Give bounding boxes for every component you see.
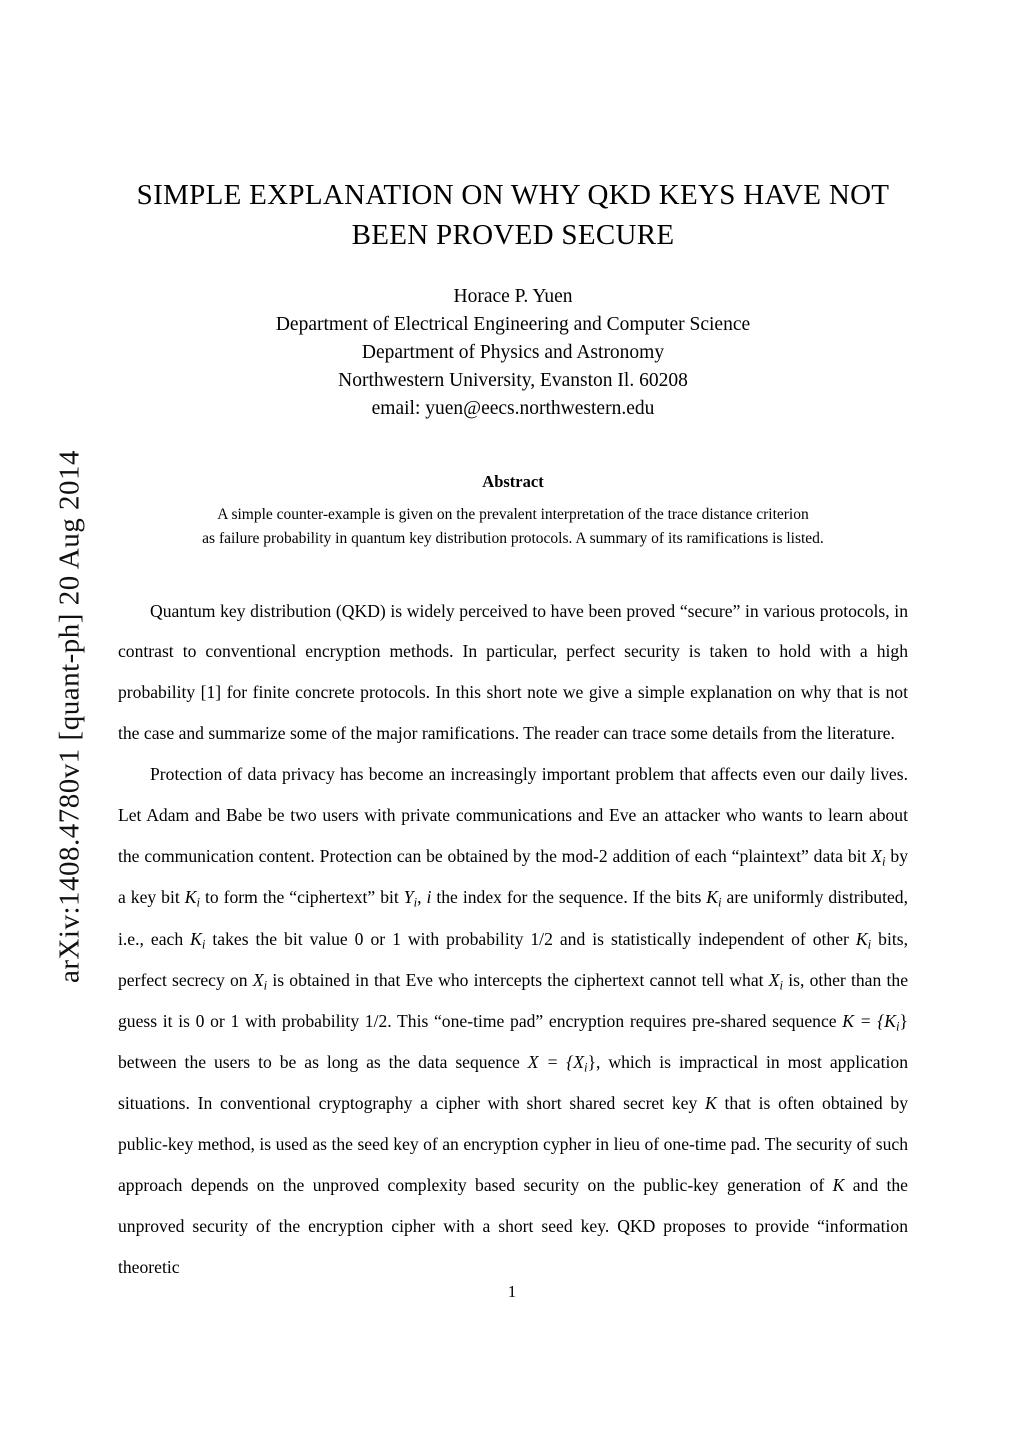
math-symbol: K [705,1092,717,1113]
abstract-line-1: A simple counter-example is given on the prevalent interpretation of the trace distance criterion [217,506,809,524]
math-symbol: K = {K [842,1010,897,1031]
author-block [118,283,908,422]
text-run: is, other than the guess it is 0 or 1 with probability 1/2. This “one-time pad” encryption requires pre-shared sequence [118,969,909,1031]
math-symbol: K [190,928,202,949]
text-run: to form the “ciphertext” bit [200,887,404,908]
text-run: } between the users to be as long as the data sequence [118,1010,908,1072]
author-affiliation: Northwestern University, Evanston Il. 60208 [338,369,688,391]
math-symbol: i [426,887,432,908]
math-symbol: K [706,887,719,908]
math-symbol: X [252,969,264,990]
math-subscript: i [584,1060,588,1075]
math-subscript: i [201,937,206,952]
text-run: takes the bit value 0 or 1 with probability 1/2 and is statistically independent of other [205,928,856,949]
math-subscript: i [882,854,886,869]
math-symbol: K [855,928,868,949]
math-symbol: X = {X [527,1051,585,1072]
title-line-2: BEEN PROVED SECURE [351,219,675,252]
text-run: }, which is impractical in most application situations. In conventional cryptography a cipher with short shared secret key [118,1051,908,1113]
text-run: that is often obtained by public-key method, is used as the seed key of an encryption cypher in lieu of one-time pad. The security of such approach depends on the unproved complexity based security on the public-key generation of [118,1092,908,1195]
paragraph-1: Quantum key distribution (QKD) is widely perceived to have been proved “secure” in various protocols, in contrast to conventional encryption methods. In particular, perfect security is taken to hold with a high probability [1] for finite concrete protocols. In this short note we give a simple explanation on why that is not the case and summarize some of the major ramifications. The reader can trace some details from the literature. [118,600,908,744]
math-subscript: i [196,896,200,911]
paragraph-2 [118,754,908,1287]
text-run: is obtained in that Eve who intercepts the ciphertext cannot tell what [267,969,769,990]
math-subscript: i [867,937,872,952]
author-department-1: Department of Electrical Engineering and Computer Science [275,313,751,335]
math-subscript: i [896,1019,900,1034]
author-email: email: yuen@eecs.northwestern.edu [371,397,655,419]
arxiv-identifier-stamp: arXiv:1408.4780v1 [quant-ph] 20 Aug 2014 [53,449,86,984]
text-run: the index for the sequence. If the bits [431,887,707,908]
math-symbol: K [184,887,197,908]
text-run: , [417,887,427,908]
author-department-2: Department of Physics and Astronomy [361,341,665,363]
math-symbol: Y [403,887,414,908]
text-run: by a key bit [118,846,908,908]
text-run: and the unproved security of the encryption cipher with a short seed key. QKD proposes to provide “information theoretic [118,1174,908,1277]
math-subscript: i [779,978,784,993]
math-subscript: i [718,896,722,911]
math-subscript: i [263,978,268,993]
text-run: are uniformly distributed, i.e., each [118,887,908,949]
page-title [118,175,908,255]
math-symbol: X [871,846,883,867]
page-content [118,0,908,1288]
abstract-text [175,503,851,550]
body-text [118,591,908,1288]
author-name: Horace P. Yuen [453,286,573,308]
math-symbol: K [832,1174,845,1195]
text-run: bits, perfect secrecy on [118,928,908,990]
title-line-1: SIMPLE EXPLANATION ON WHY QKD KEYS HAVE NOT [136,179,890,211]
abstract-heading: Abstract [482,472,544,492]
text-run: Protection of data privacy has become an increasingly important problem that affects even our daily lives. Let Adam and Babe be two users with private communications and Eve an attacker who wants to learn about the communication content. Protection can be obtained by the mod-2 addition of each “plaintext” data bit [118,764,908,867]
page-number: 1 [507,1282,517,1301]
math-subscript: i [413,896,418,911]
math-symbol: X [768,969,780,990]
abstract-line-2: as failure probability in quantum key distribution protocols. A summary of its ramifications is listed. [202,529,824,547]
